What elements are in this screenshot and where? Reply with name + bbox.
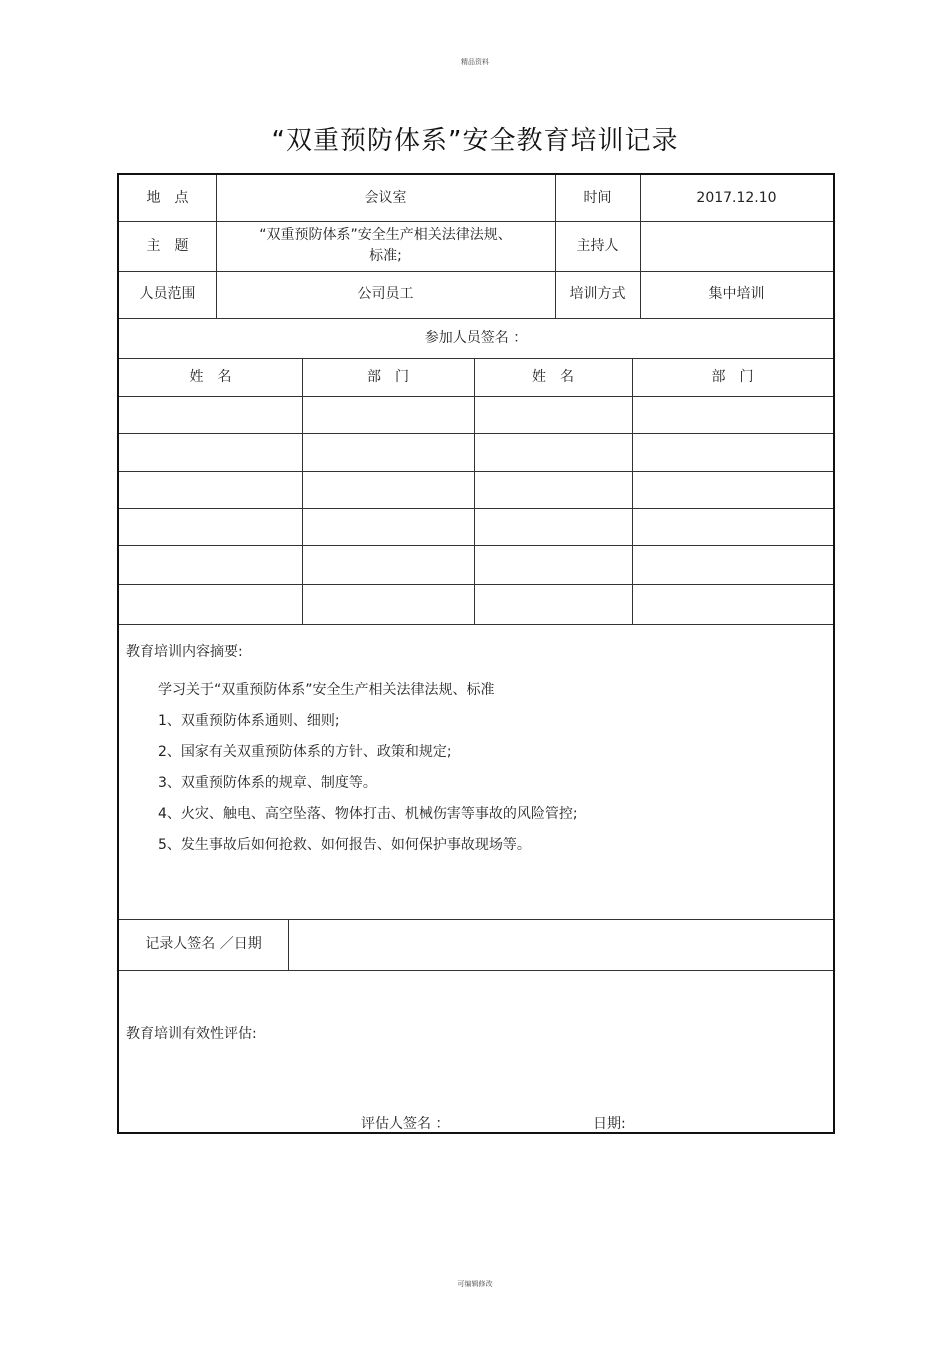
table-row bbox=[119, 433, 302, 471]
location-label: 地 点 bbox=[146, 189, 189, 206]
topic-value-line1: “双重预防体系”安全生产相关法律法规、 bbox=[259, 227, 512, 243]
attendees-heading: 参加人员签名 ： bbox=[424, 329, 528, 346]
method-label: 培训方式 bbox=[569, 286, 626, 302]
method-value: 集中培训 bbox=[708, 286, 765, 302]
host-label: 主持人 bbox=[576, 237, 619, 254]
evaluator-signature-label: 评估人签名 ： bbox=[361, 1116, 450, 1132]
time-label: 时间 bbox=[583, 189, 612, 206]
row-divider bbox=[119, 970, 833, 971]
column-header-department: 部 门 bbox=[711, 368, 754, 385]
header-note: 精品资料 bbox=[461, 58, 489, 66]
footer-note: 可编辑修改 bbox=[457, 1280, 493, 1288]
topic-value bbox=[216, 221, 555, 271]
summary-item: 4、火灾、触电、高空坠落、物体打击、机械伤害等事故的风险管控; bbox=[158, 806, 578, 822]
table-row bbox=[119, 396, 302, 433]
row-divider bbox=[119, 624, 833, 625]
recorder-label: 记录人签名 ／日期 bbox=[145, 936, 262, 952]
column-header-name: 姓 名 bbox=[532, 368, 574, 385]
summary-item: 1、双重预防体系通则、细则; bbox=[158, 713, 340, 729]
topic-label: 主 题 bbox=[146, 237, 189, 254]
table-row bbox=[119, 471, 302, 508]
scope-label: 人员范围 bbox=[139, 286, 196, 302]
col-divider bbox=[474, 358, 475, 624]
summary-label: 教育培训内容摘要: bbox=[126, 644, 243, 660]
summary-item: 2、国家有关双重预防体系的方针、政策和规定; bbox=[158, 744, 452, 760]
summary-intro: 学习关于“双重预防体系”安全生产相关法律法规、标准 bbox=[158, 682, 495, 698]
record-form bbox=[117, 173, 835, 1134]
scope-value: 公司员工 bbox=[357, 286, 414, 302]
summary-item: 5、发生事故后如何抢救、如何报告、如何保护事故现场等。 bbox=[158, 837, 531, 853]
table-row bbox=[119, 545, 302, 584]
evaluation-date-label: 日期: bbox=[593, 1116, 626, 1132]
col-divider bbox=[302, 358, 303, 624]
col-divider bbox=[632, 358, 633, 624]
column-header-name: 姓 名 bbox=[189, 368, 232, 385]
recorder-value bbox=[288, 919, 833, 970]
topic-value-line2: 标准; bbox=[369, 248, 402, 264]
table-row bbox=[119, 584, 302, 624]
evaluation-label: 教育培训有效性评估: bbox=[126, 1026, 257, 1042]
table-row bbox=[119, 508, 302, 545]
column-header-department: 部 门 bbox=[367, 368, 409, 385]
page-title: “双重预防体系”安全教育培训记录 bbox=[271, 126, 679, 156]
time-value: 2017.12.10 bbox=[696, 189, 777, 206]
summary-item: 3、双重预防体系的规章、制度等。 bbox=[158, 775, 377, 791]
host-value bbox=[640, 221, 833, 271]
location-value: 会议室 bbox=[364, 189, 407, 206]
